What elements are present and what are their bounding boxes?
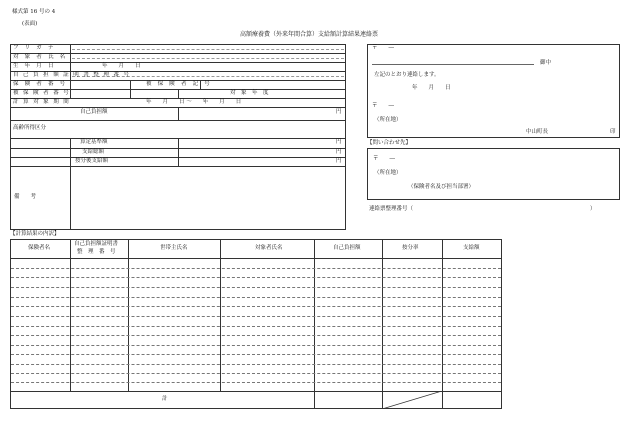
calc-period-label: 計 算 対 象 期 間 bbox=[13, 99, 71, 105]
self-burden-label: 自己負担額 bbox=[80, 109, 108, 115]
inquiry-name-dept: （保険者名及び担当部署） bbox=[408, 184, 475, 190]
insured-symbol-label: 被 保 険 者 記 号 bbox=[146, 81, 212, 87]
calc-period-value: 年 月 日 〜 年 月 日 bbox=[146, 99, 242, 105]
col-header-householder: 世帯主氏名 bbox=[160, 245, 188, 251]
inquiry-postal: 〒 ― bbox=[373, 156, 396, 162]
target-year-label: 対 象 年 度 bbox=[230, 90, 269, 96]
col-header-ratio: 按分率 bbox=[402, 245, 419, 251]
furigana-label: フ リ ガ ナ bbox=[13, 45, 56, 51]
payment-amount-yen: 円 bbox=[336, 149, 342, 155]
remarks-label: 備 考 bbox=[14, 194, 37, 200]
standard-amount-label: 算定基準額 bbox=[80, 139, 108, 145]
recipient-postal: 〒 ― bbox=[372, 45, 395, 51]
birth-date-label: 生 年 月 日 bbox=[13, 63, 56, 69]
sender-address: （所在地） bbox=[374, 117, 402, 123]
payment-amount-label: 支給総額 bbox=[82, 149, 105, 155]
cert-number-label: 自 己 負 担 額 証 明 書 整 理 番 号 bbox=[13, 72, 131, 78]
col-header-subject: 対象者氏名 bbox=[255, 245, 283, 251]
sender-postal: 〒 ― bbox=[372, 103, 395, 109]
col-header-self-burden: 自己負担額 bbox=[333, 245, 361, 251]
recipient-suffix: 御中 bbox=[540, 60, 552, 66]
col-header-payment: 支給額 bbox=[463, 245, 480, 251]
results-heading: 【計算結果の内訳】 bbox=[10, 231, 60, 237]
insurer-number-label: 保 険 者 番 号 bbox=[13, 81, 68, 87]
ratio-total-slash bbox=[382, 391, 442, 409]
birth-date-value: 年 月 日 bbox=[102, 63, 141, 69]
inquiry-box bbox=[367, 148, 620, 200]
seal-mark: 印 bbox=[610, 129, 616, 135]
inquiry-address: （所在地） bbox=[374, 170, 402, 176]
sender-name: 中山町長 bbox=[526, 129, 549, 135]
subject-name-label: 対 象 者 氏 名 bbox=[13, 54, 68, 60]
contact-number-label: 連絡票整理番号（ bbox=[369, 206, 414, 212]
insured-number-label: 被 保 険 者 番 号 bbox=[13, 90, 71, 96]
inquiry-heading: 【問い合わせ先】 bbox=[367, 140, 412, 146]
col-header-cert-number: 自己負担額証明書 bbox=[74, 241, 119, 247]
results-table bbox=[10, 239, 502, 409]
form-number: 様式第 16 号の 4 bbox=[12, 9, 56, 15]
recipient-box bbox=[367, 44, 620, 138]
allocated-payment-yen: 円 bbox=[336, 158, 342, 164]
col-header-cert-number-line2: 整 理 番 号 bbox=[77, 249, 116, 255]
standard-amount-yen: 円 bbox=[336, 139, 342, 145]
page-title: 高額療養費（外来年間合算）支給額計算結果連絡票 bbox=[240, 31, 379, 38]
col-header-insurer: 保険者名 bbox=[28, 245, 51, 251]
page-side-label: (表面) bbox=[22, 21, 38, 27]
allocated-payment-label: 按分後支給額 bbox=[75, 158, 109, 164]
contact-number-close: ） bbox=[590, 206, 596, 212]
elderly-category-label: 高齢所得区分 bbox=[13, 125, 47, 131]
total-label: 計 bbox=[162, 396, 168, 402]
notice-text: 左記のとおり連絡します。 bbox=[374, 72, 440, 78]
self-burden-yen: 円 bbox=[336, 109, 342, 115]
notice-date: 年 月 日 bbox=[412, 85, 451, 91]
